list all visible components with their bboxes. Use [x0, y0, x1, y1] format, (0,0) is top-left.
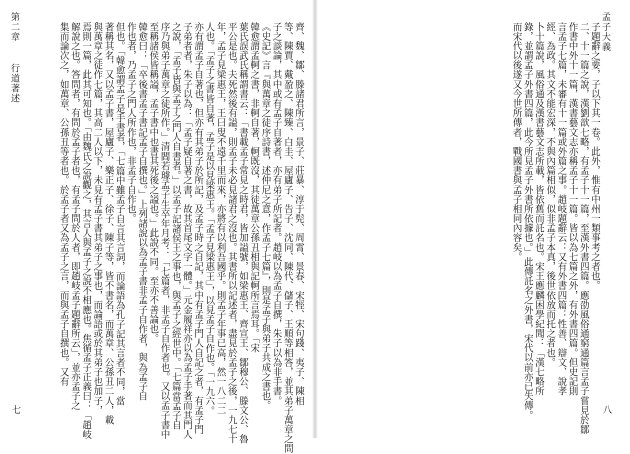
text-column: 序乃與弟子萬章之徒所作。」清閻若璩孟子生卒年月考：「七篇者，非孟子自作者也。又以孟子書中 — [158, 22, 170, 440]
running-header: 孟子大義 — [600, 12, 610, 52]
text-column: 作也者，乃孟子之門人所作也，非孟子自作也。 — [124, 22, 136, 224]
right-page-text — [330, 22, 600, 435]
text-column: 著稱其名，又以孟子書，屋廬子、樂正子、徐子、陳子等，皆不書名，而萬章、公孫丑二人，載 — [102, 22, 114, 425]
left-page — [0, 0, 314, 454]
text-column: 之說，「孟子皆與孟子之門人自書者。」以孟子記諸侯王之事也，與孟子之經世中。「七篇當孟子自 — [169, 22, 181, 430]
page-number: 八 — [602, 406, 612, 416]
text-column: 韓愈曰：「卒後書孟子書記孟子自撰也。」上列諸說以為孟子書非孟子自作者，與為孟子自 — [136, 22, 148, 401]
text-column: 但也。「韓愈謂孟子是手書者，「七篇中雖孟子自言其言詞，而論語為孔子記其言者不同，當 — [113, 22, 125, 406]
text-column: 集而論次之，如萬章、公孫丑等者也。於孟子者又為孟子之言，而與孟子自撰也。又有 — [57, 22, 69, 387]
chapter-number: 第二章 — [9, 12, 19, 42]
text-column: 亦有謂孟子自著也，但亦有其弟子於所記，及孟子時之自記，其中有孟子門人自記之者，有孟子門 — [192, 22, 204, 435]
text-column: 齊、魏、鄒、滕諸君所言，景子、莊暴、淳于髡、周霄、景春、宋牼、宋句踐、夷子、陳相 — [293, 22, 304, 406]
text-column: 葉氏誤武氏稱謂書云：「書載孟子常見之時君，皆加謚號，如梁惠王、齊宣王、鄒穆公、滕文公、魯 — [236, 22, 248, 444]
page-number: 七 — [12, 406, 22, 416]
text-column: 經、為政。其文不能宏深，不與內篇相似，似非孟子本真，後世依放而托之者也。 — [544, 22, 556, 368]
text-column: 而宋代以後遂又今世所傳者，戰國書與孟子相同內容矣。 — [510, 22, 522, 262]
text-column: 《史記》言『與萬章之徒序詩書，述仲尼之意，作孟子七篇』，則是孟子與弟子共成之書也。 — [259, 22, 271, 411]
right-page — [316, 0, 630, 438]
chapter-header — [8, 12, 21, 104]
text-column: 子題辭之要，子以下其一卷。此外，惟有中州一類事考之者也。 — [589, 22, 600, 291]
text-column: 平公是也。夫死然後有謚，則孟子未必見諸君之沒也。其書所以記述者，盡見於孟子之後，一九七十 — [225, 22, 237, 444]
chapter-title: 行道著述 — [9, 63, 19, 104]
text-column: 錄，並謂孟子外書四篇，此今所見孟子外書所依據也。」此傳託名之外書，宋代以前亦已失傳。 — [521, 22, 533, 421]
text-column: 焉則一篇，此其可知也。「由魏氏之說觀之，其言人與孟子之說不相應也。焦循孟子正義曰：「趙岐 — [80, 22, 92, 440]
text-column: 與萬章之徒作七篇，其高二人以下，未見有孟子書其弟子之事也，而論語或於其弟子也加子， — [91, 22, 103, 416]
text-column: 年，孟子見梁惠王，王曰叟不遠千里而來，亦將有以利吾國乎。則孟子年事已高，然一八二二 — [214, 22, 226, 416]
left-page-text — [34, 22, 304, 454]
text-column: 子弟者者，朱子以為：「孟子疑自著之書，故其首尾文字一體。」元金履祥亦以為孟子手著而其門人 — [180, 22, 192, 440]
text-column: 解說之也。答問者，有問於孟子者也，有孟子問於人者，即趙岐孟子題辭所云」，並亦孟子之 — [68, 22, 80, 411]
text-column: 人也。「孟子之書皆自著，孟子是以見梁惠王。「孟子見梁惠王」，以見孟子自作也。「一九六。 — [203, 22, 215, 416]
text-column: 韓愈謂孟軻之書，非軻自著，軻既沒，其徒萬章公孫丑相與記軻所言焉耳。「宋 — [248, 22, 260, 353]
text-column: 作書中外十一篇，漢書藝文志亦稱孟子十一篇。皆以為七篇之外，有外書四篇。但史記則 — [566, 22, 578, 397]
text-column: 子之談論，其中或有孟子自著者，亦有弟子所記者。趙岐以為孟子自撰，朱子以為非手書。 — [270, 22, 282, 406]
text-column: 二、十一篇之說，漢劉歆七略，有孟子十一篇，至漢外書四篇。應劭風俗通窮通篇言孟子嘗見於鄒 — [577, 22, 589, 435]
text-column: 等、陳賈、戴盈之、陳臻、白圭、屋廬子、告子、沈同、陳代、儲子、王順等相答，並其弟子萬章之問 — [281, 22, 293, 454]
text-column: 卜十篇說，風俗通及漢書藝文志所載，皆依舊而託名也。宋王應麟困學紀聞：「漢七略所 — [532, 22, 544, 397]
text-column: 至稱諸侯皆稱謚，孟子書中也書其死後之謚也。」此說不同。至亦不善論也。 — [147, 22, 159, 344]
text-column: 言孟子七篇，未審有十一篇或外篇之事。趙岐題辭云：又有外書四篇：性善、辯文、說孝 — [555, 22, 567, 397]
